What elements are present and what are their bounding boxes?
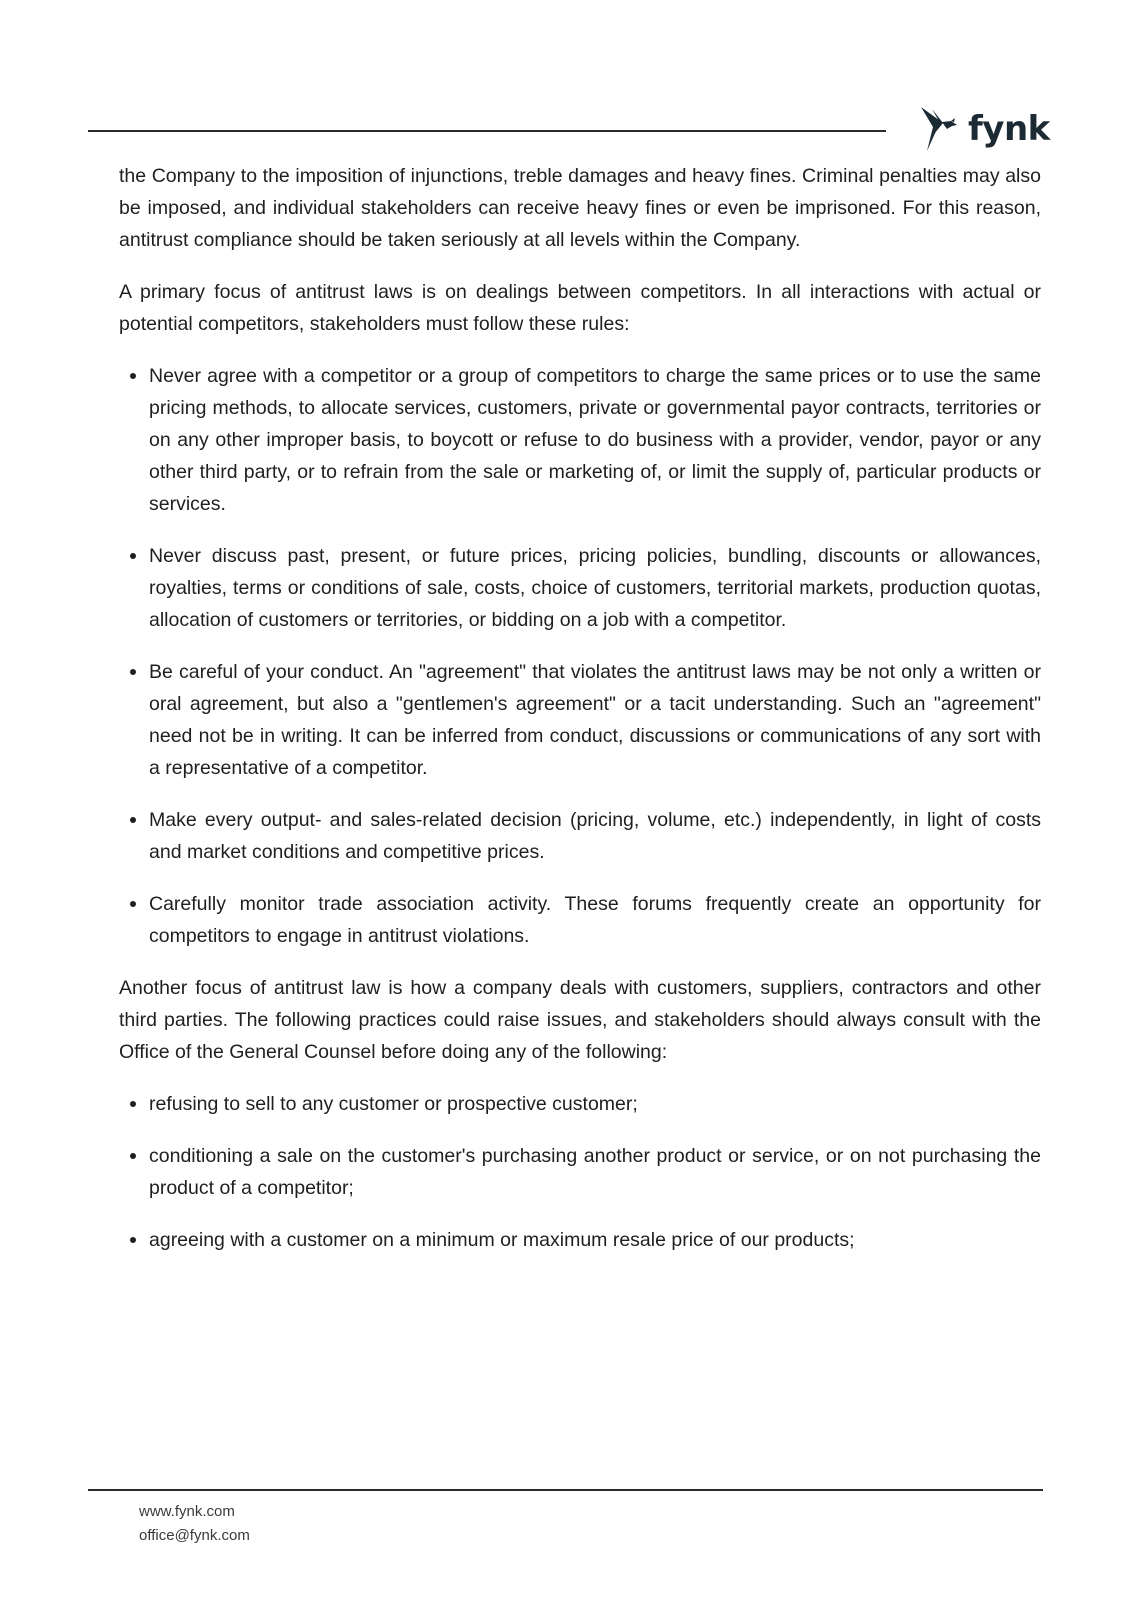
list-item: Be careful of your conduct. An "agreement" that violates the antitrust laws may be not only a written or oral agreement, but also a "gentlemen's agreement" or a tacit understanding. Such an "agreement" need not be in writing. It can be inferred from conduct, discussions or communications of any sort with a representative of a competitor. [149, 656, 1041, 784]
paragraph: Another focus of antitrust law is how a company deals with customers, suppliers, contractors and other third parties. The following practices could raise issues, and stakeholders should always consult with the Office of the General Counsel before doing any of the following: [119, 977, 1041, 1063]
logo-wordmark: fynk [968, 109, 1050, 149]
footer-divider [88, 1489, 1043, 1491]
footer-website-link[interactable]: www.fynk.com [139, 1503, 235, 1520]
footer [139, 1500, 250, 1548]
document-body [119, 160, 1041, 1276]
bullet-icon [130, 1153, 136, 1159]
paragraph: the Company to the imposition of injunctions, treble damages and heavy fines. Criminal penalties may also be imposed, and individual stakeholders can receive heavy fines or even be imprisoned. For this reason, antitrust compliance should be taken seriously at all levels within the Company. [119, 165, 1041, 251]
list-item: refusing to sell to any customer or prospective customer; [149, 1088, 1041, 1120]
list-item: agreeing with a customer on a minimum or maximum resale price of our products; [149, 1224, 1041, 1256]
bullet-icon [130, 553, 136, 559]
bullet-icon [130, 817, 136, 823]
list-item: Carefully monitor trade association activity. These forums frequently create an opportunity for competitors to engage in antitrust violations. [149, 888, 1041, 952]
bird-logo-icon [918, 105, 964, 153]
list-item: Make every output- and sales-related decision (pricing, volume, etc.) independently, in light of costs and market conditions and competitive prices. [149, 804, 1041, 868]
header-divider [88, 130, 886, 132]
bullet-icon [130, 1101, 136, 1107]
bullet-icon [130, 373, 136, 379]
list-item: conditioning a sale on the customer's purchasing another product or service, or on not purchasing the product of a competitor; [149, 1140, 1041, 1204]
fynk-logo [918, 104, 1050, 154]
paragraph: A primary focus of antitrust laws is on dealings between competitors. In all interactions with actual or potential competitors, stakeholders must follow these rules: [119, 281, 1041, 335]
list-item: Never agree with a competitor or a group of competitors to charge the same prices or to use the same pricing methods, to allocate services, customers, private or governmental payor contracts, territories or on any other improper basis, to boycott or refuse to do business with a provider, vendor, payor or any other third party, or to refrain from the sale or marketing of, or limit the supply of, particular products or services. [149, 360, 1041, 520]
bullet-icon [130, 901, 136, 907]
footer-email-link[interactable]: office@fynk.com [139, 1527, 250, 1544]
list-item: Never discuss past, present, or future prices, pricing policies, bundling, discounts or allowances, royalties, terms or conditions of sale, costs, choice of customers, territorial markets, production quotas, allocation of customers or territories, or bidding on a job with a competitor. [149, 540, 1041, 636]
bullet-icon [130, 1237, 136, 1243]
competitor-rules-list [119, 360, 1041, 952]
bullet-icon [130, 669, 136, 675]
third-party-practices-list [119, 1088, 1041, 1256]
